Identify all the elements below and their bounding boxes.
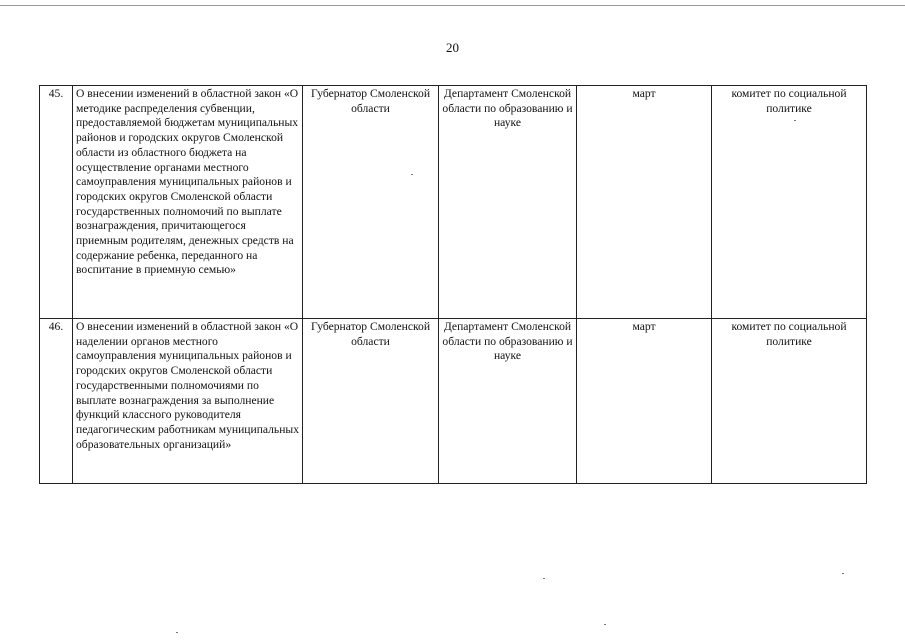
developer: Департамент Смоленской области по образованию и науке	[439, 319, 577, 484]
deadline-month: март	[577, 319, 712, 484]
bill-title: О внесении изменений в областной закон «О наделении органов местного самоуправления муниципальных районов и городских округов Смоленской области государственными полномочиями по выплате вознаграждения за выполнение функций классного руководителя педагогическим работникам муниципальных образовательных организаций»	[73, 319, 303, 484]
scan-speck	[176, 632, 178, 633]
scan-speck	[842, 573, 844, 574]
initiator: Губернатор Смоленской области	[303, 319, 439, 484]
developer: Департамент Смоленской области по образованию и науке	[439, 86, 577, 319]
page-number: 20	[446, 40, 459, 55]
scan-speck	[543, 578, 545, 579]
initiator: Губернатор Смоленской области	[303, 86, 439, 319]
responsible-committee: комитет по социальной политике	[712, 319, 867, 484]
row-number: 46.	[40, 319, 73, 484]
table-row	[40, 319, 867, 484]
scan-speck	[604, 624, 606, 625]
responsible-committee: комитет по социальной политике	[712, 86, 867, 319]
row-number: 45.	[40, 86, 73, 319]
table-row	[40, 86, 867, 319]
deadline-month: март	[577, 86, 712, 319]
bill-title: О внесении изменений в областной закон «О методике распределения субвенции, предоставляемой бюджетам муниципальных районов и городских округов Смоленской области из областного бюджета на осуществление органами местного самоуправления муниципальных районов и городских округов Смоленской области государственных полномочий по выплате вознаграждения, причитающегося приемным родителям, денежных средств на содержание ребенка, переданного на воспитание в приемную семью»	[73, 86, 303, 319]
scan-speck	[794, 120, 796, 121]
scan-speck	[411, 174, 413, 175]
scan-top-edge-line	[0, 5, 905, 6]
legislative-plan-table	[39, 85, 867, 484]
